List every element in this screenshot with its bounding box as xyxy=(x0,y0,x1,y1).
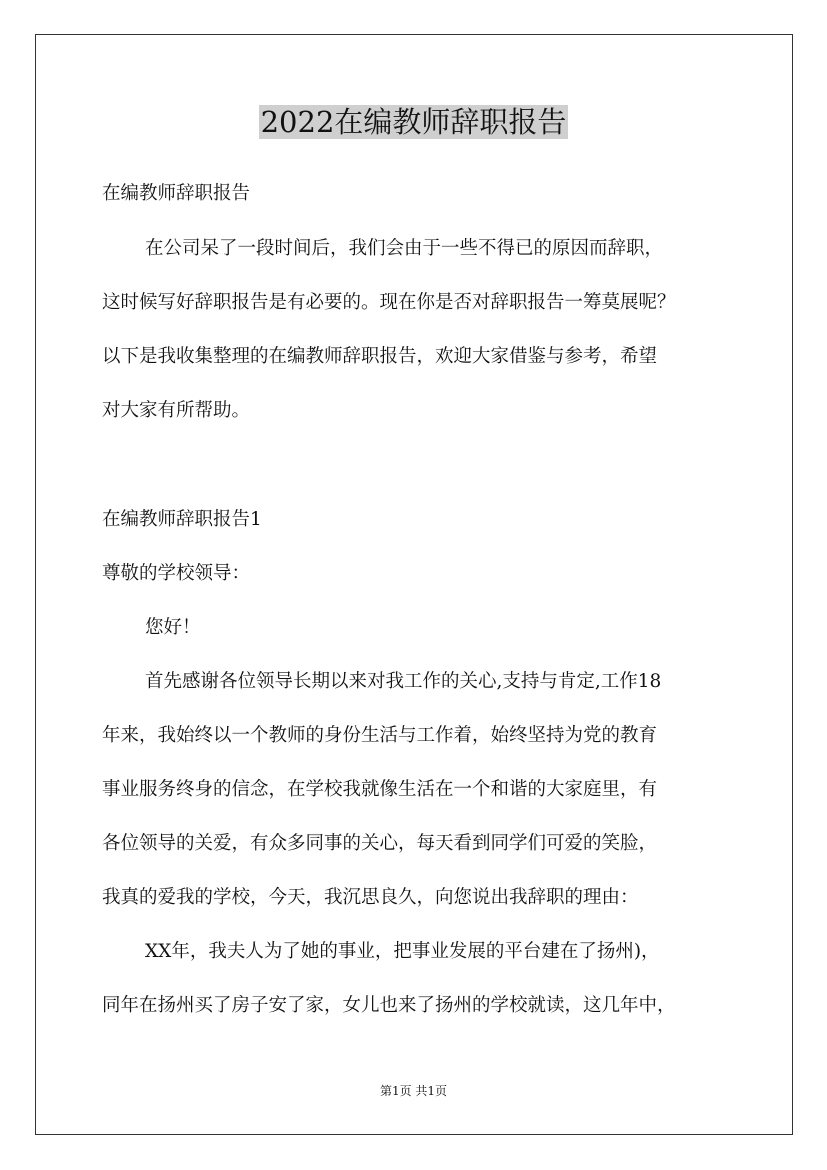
document-subtitle: 在编教师辞职报告 xyxy=(102,183,251,204)
body-line: 事业服务终身的信念，在学校我就像生活在一个和谐的大家庭里，有 xyxy=(102,779,658,800)
intro-line: 以下是我收集整理的在编教师辞职报告，欢迎大家借鉴与参考，希望 xyxy=(102,346,658,367)
intro-line: 这时候写好辞职报告是有必要的。现在你是否对辞职报告一筹莫展呢？ xyxy=(102,292,676,313)
intro-line: 对大家有所帮助。 xyxy=(102,400,251,421)
body-line: 首先感谢各位领导长期以来对我工作的关心,支持与肯定,工作18 xyxy=(145,671,662,692)
document-title: 2022在编教师辞职报告 xyxy=(260,105,567,139)
section-heading: 在编教师辞职报告1 xyxy=(102,509,262,530)
salutation: 尊敬的学校领导： xyxy=(102,563,251,584)
body-line: 我真的爱我的学校，今天，我沉思良久，向您说出我辞职的理由： xyxy=(102,887,639,908)
body-line: 年来，我始终以一个教师的身份生活与工作着，始终坚持为党的教育 xyxy=(102,725,658,746)
intro-line: 在公司呆了一段时间后，我们会由于一些不得已的原因而辞职， xyxy=(145,238,664,259)
body-line: XX年，我夫人为了她的事业，把事业发展的平台建在了扬州)， xyxy=(145,941,660,962)
body-line: 各位领导的关爱，有众多同事的关心，每天看到同学们可爱的笑脸， xyxy=(102,833,658,854)
body-line: 同年在扬州买了房子安了家，女儿也来了扬州的学校就读，这几年中， xyxy=(102,995,676,1016)
page-footer: 第1页 共1页 xyxy=(379,1084,448,1098)
greeting: 您好！ xyxy=(145,617,201,638)
